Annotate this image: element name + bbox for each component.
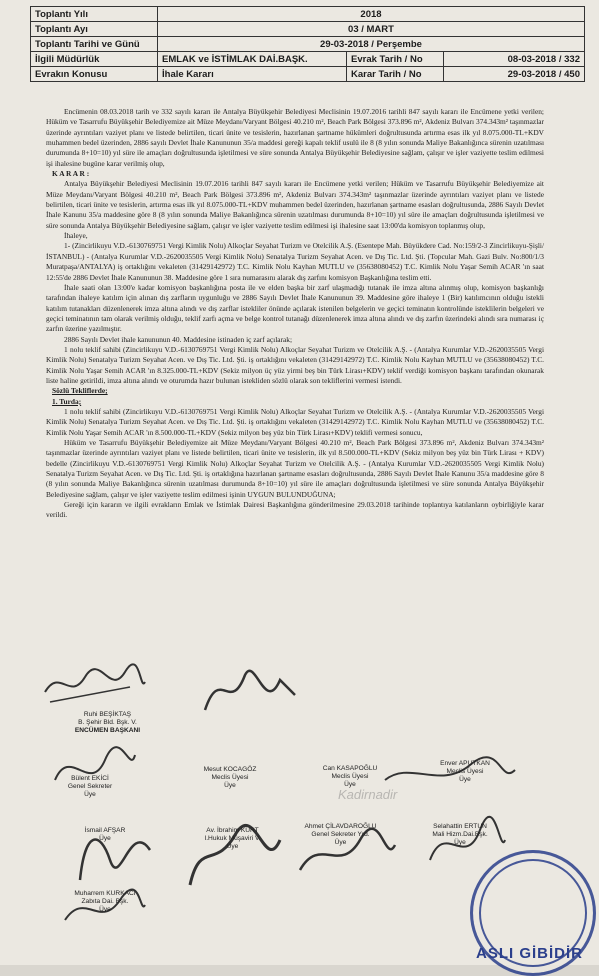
paragraph-award: Hüküm ve Tasarrufu Büyükşehir Belediyemize ait Müze Meydanı/Varyant Bölgesi 40.210 m², Beach Park Bölgesi 373.896 m², Akdeniz Bulvarı 374.343m² taşınmazlar üzerinde ayrıntıları vaziyet planı ve listede belirtilen, ticari ünite ve tesislerin, ilk yıl 8.500.000-TL+KDV (Sekiz milyon beş yüz bin Türk Lirası + KDV) bedelle (Zincirlikuyu V.D.-6130769751 Vergi Kimlik Nolu) Alkoçlar Seyahat Turizm ve Otelcilik A.Ş. - (Antalya Kurumlar V.D.-2620035505 Vergi Kimlik Nolu) Senatalya Turizm Seyahat Acen. ve Dış Tic. Ltd. Şti. iş ortaklığına hazırlanan şartname esasları doğrultusunda, 2886 Sayılı Devlet İhale Kanunu 35/a maddesine göre 8 (8 yılın sonunda Maliye Bakanlığınca sürenin uzatılması durumunda 8+10=10) yıl süre ile amaçları doğrultusunda işletilmesi ve süre sonunda Antalya Büyükşehir Belediyesine sağlam, çalışır ve işler vaziyette teslim edilmesi işinin UYGUN BULUNDUĞUNA; bbox=[46, 438, 544, 499]
signatory-name: Muharrem KURKACI bbox=[74, 890, 136, 897]
signatory-name: Ruhi BEŞİKTAŞ bbox=[83, 711, 132, 718]
header-value: 29-03-2018 / Perşembe bbox=[158, 37, 585, 52]
header-label: Evrakın Konusu bbox=[31, 67, 158, 82]
certified-copy-stamp: ASLI GİBİDİR bbox=[476, 945, 584, 962]
header-value: 08-03-2018 / 332 bbox=[444, 52, 585, 67]
signature-block bbox=[70, 827, 140, 843]
turda-heading: 1. Turda; bbox=[52, 396, 82, 406]
header-label: İlgili Müdürlük bbox=[31, 52, 158, 67]
decision-body bbox=[46, 107, 544, 521]
watermark-text: Kadirnadir bbox=[338, 787, 398, 802]
header-row-date bbox=[31, 37, 585, 52]
header-label: Toplantı Tarihi ve Günü bbox=[31, 37, 158, 52]
header-value: 03 / MART bbox=[158, 22, 585, 37]
signatory-title: Zabıta Dai. Bşk. bbox=[81, 898, 129, 905]
signatory-title: Üye bbox=[344, 781, 356, 788]
signatory-title: Meclis Üyesi bbox=[446, 768, 484, 775]
signature-block bbox=[60, 890, 150, 914]
signatory-name: Enver APUTKAN bbox=[440, 760, 490, 767]
signature-block bbox=[420, 760, 510, 784]
signatory-title: ENCÜMEN BAŞKANI bbox=[74, 727, 141, 734]
signature-block bbox=[185, 766, 275, 790]
header-table bbox=[30, 6, 585, 82]
header-label: Toplantı Ayı bbox=[31, 22, 158, 37]
signatory-title: Üye bbox=[226, 843, 239, 850]
header-value: EMLAK ve İSTİMLAK DAİ.BAŞK. bbox=[158, 52, 347, 67]
signature-block bbox=[300, 765, 400, 789]
signatory-title: I.Hukuk Müşaviri V. bbox=[204, 835, 261, 842]
header-label: Evrak Tarih / No bbox=[347, 52, 444, 67]
sozlu-heading: Sözlü Tekliflerde; bbox=[52, 386, 108, 396]
paragraph-inner-envelope: 2886 Sayılı Devlet ihale kanununun 40. Maddesine istinaden iç zarf açılarak; bbox=[64, 334, 293, 344]
signatory-name: Bülent EKİCİ bbox=[71, 775, 109, 782]
signatory-name: Mesut KOCAGÖZ bbox=[203, 766, 257, 773]
paragraph-intro: Encümenin 08.03.2018 tarih ve 332 sayılı kararı ile Antalya Büyükşehir Belediyesi Meclisinin 19.07.2016 tarihli 847 sayılı kararı ile Encümene yetki verilen; Hüküm ve Tasarrufu Büyükşehir Belediyemize ait Müze Meydanı/Varyant Bölgesi 40.210 m², Beach Park Bölgesi 373.896 m², Akdeniz Bulvarı 374.343m² taşınmazlar üzerinde ayrıntıları vaziyet planı ve listede belirtilen, ticari ünite ve tesislerin, hazırlanan şartname hükümleri doğrultusunda artırma esas ilk yıl 8.075.000-TL+KDV muhammen bedel üzerinden, 2886 sayılı Devlet İhale Kanununun 35/a maddesi gereği kapalı teklif usulü ile 8 (8 yılın sonunda Maliye Bakanlığınca sürenin uzatılması durumunda 8+10=10) yıl süre ile amaçları doğrultusunda işletilmesi ve süre sonunda Antalya Büyükşehir Belediyesine sağlam, çalışır ve işler vaziyette teslim edilmesi işi ihalesine bugüne karar verilmiş olup, bbox=[46, 107, 544, 168]
header-value: 29-03-2018 / 450 bbox=[444, 67, 585, 82]
signatory-title: Üye bbox=[334, 839, 347, 846]
signatory-title: Mali Hizm.Dai.Bşk. bbox=[432, 831, 488, 838]
signatory-name: Av. İbrahim KURT bbox=[206, 827, 259, 834]
signatory-title: Üye bbox=[224, 782, 236, 789]
signatory-title: Üye bbox=[99, 835, 111, 842]
header-row-department bbox=[31, 52, 585, 67]
signatory-title: Genel Sekreter bbox=[67, 783, 113, 790]
header-value: İhale Kararı bbox=[158, 67, 347, 82]
header-label: Toplantı Yılı bbox=[31, 7, 158, 22]
signature-block bbox=[180, 827, 285, 851]
ihaleye-label: İhaleye, bbox=[64, 231, 88, 241]
signatory-title: Meclis Üyesi bbox=[211, 774, 249, 781]
signatory-title: Üye bbox=[99, 906, 111, 913]
signatory-name: Can KASAPOĞLU bbox=[322, 765, 378, 772]
signatory-title: Genel Sekreter Yrd. bbox=[311, 831, 370, 838]
header-value: 2018 bbox=[158, 7, 585, 22]
signatory-title: Üye bbox=[454, 839, 466, 846]
signature-block bbox=[50, 775, 130, 799]
paragraph-bidder: 1- (Zincirlikuyu V.D.-6130769751 Vergi Kimlik Nolu) Alkoçlar Seyahat Turizm ve Otelcilik A.Ş. (Esentepe Mah. Büyükdere Cad. No:159/2-3 Zincirlikuyu-Şişli/İSTANBUL) - (Antalya Kurumlar V.D.-2620035505 Vergi Kimlik Nolu) Senatalya Turizm Seyahat Acen. ve Dış Tic. Ltd. Şti. (Topcular Mah. Gazi Bulv. No:800/1/3 Muratpaşa/ANTALYA) iş ortaklığını vekaleten (31429142972) T.C. Kimlik Nolu Kayhan MUTLU ve (35638080452) T.C. Kimlik Nolu Yaşar Semih ACAR 'ın saat 12:55'de 2886 Devlet İhale Kanununun 38. Maddesine göre 1 sıra numarasını alarak dış zarfını komisyon Başkanlığına teslim etti. bbox=[46, 241, 544, 282]
karar-heading: K A R A R : bbox=[52, 169, 90, 179]
header-row-year bbox=[31, 7, 585, 22]
header-row-subject bbox=[31, 67, 585, 82]
paragraph-offer: 1 nolu teklif sahibi (Zincirlikuyu V.D.-6130769751 Vergi Kimlik Nolu) Alkoçlar Seyahat Turizm ve Otelcilik A.Ş. - (Antalya Kurumlar V.D.-2620035505 Vergi Kimlik Nolu) Senatalya Turizm Seyahat Acen. ve Dış Tic. Ltd. Şti. iş ortaklığını vekaleten (31429142972) T.C. Kimlik Nolu Kayhan MUTLU ve (35638080452) T.C. Kimlik Nolu Yaşar Semih ACAR 'ın 8.325.000-TL+KDV (Sekiz milyon üç yüz yirmi beş bin Türk Lirası+KDV) teklif verdiği komisyon başkanı tarafından okunarak liste haline getirildi, imza altına alındı ve oturumda hazır bulunan istekliden sözlü olarak son tekliflerini vermesi istendi. bbox=[46, 344, 544, 385]
signatory-name: Selahattin ERTUN bbox=[433, 823, 487, 830]
signatory-title: Üye bbox=[459, 776, 471, 783]
signature-block bbox=[415, 823, 505, 847]
signature-block-chairman bbox=[55, 711, 160, 735]
signatory-name: İsmail AFŞAR bbox=[84, 827, 126, 834]
signatory-title: Üye bbox=[84, 791, 96, 798]
signatory-title: B. Şehir Bld. Bşk. V. bbox=[78, 719, 137, 726]
signature-scribble bbox=[195, 655, 305, 725]
header-row-month bbox=[31, 22, 585, 37]
paragraph-conclusion: Gereği için kararın ve ilgili evrakların Emlak ve İstimlak Dairesi Başkanlığına gönderilmesine 29.03.2018 tarihinde toplantıya katılanların oybirliğiyle karar verildi. bbox=[46, 500, 544, 520]
signatory-name: Ahmet ÇİLAVDAROĞLU bbox=[304, 823, 377, 830]
paragraph-karar: Antalya Büyükşehir Belediyesi Meclisinin 19.07.2016 tarihli 847 sayılı kararı ile Encümene yetki verilen; Hüküm ve Tasarrufu Büyükşehir Belediyemize ait Müze Meydanı/Varyant Bölgesi 40.210 m², Beach Park Bölgesi 373.896 m², Akdeniz Bulvarı 374.343m² taşınmazlar üzerinde ayrıntıları vaziyet planı ve listede belirtilen, ticari ünite ve tesislerin, artırma esas ilk yıl 8.075.000-TL+KDV muhammen bedel üzerinden, hazırlanan şartname esasları doğrultusunda, 2886 Sayılı Devlet İhale Kanunu 35/a maddesine göre 8 (8 yılın sonunda Maliye Bakanlığınca sürenin uzatılması durumunda 8+10=10) yıl süre ile amaçları doğrultusunda işletilmesi ve süre sonunda Antalya Büyükşehir Belediyesine sağlam, çalışır ve işler vaziyette teslim edilmesi işi ihalesine saat 13:00'da komisyon toplanmış olup, bbox=[46, 179, 544, 230]
paragraph-round-one: 1 nolu teklif sahibi (Zincirlikuyu V.D.-6130769751 Vergi Kimlik Nolu) Alkoçlar Seyahat Turizm ve Otelcilik A.Ş. - (Antalya Kurumlar V.D.-2620035505 Vergi Kimlik Nolu) Senatalya Turizm Seyahat Acen. ve Dış Tic. Ltd. Şti. iş ortaklığını vekaleten (31429142972) T.C. Kimlik Nolu Kayhan MUTLU ve (35638080452) T.C. Kimlik Nolu Yaşar Semih ACAR 'ın 8.500.000-TL+KDV (Sekiz milyon beş yüz bin Türk Lirası+KDV) teklifi vermesi sonucu, bbox=[46, 406, 544, 437]
signatory-title: Meclis Üyesi bbox=[331, 773, 369, 780]
paragraph-procedure: İhale saati olan 13:00'e kadar komisyon başkanlığına posta ile ve elden başka bir zarf ulaşmadığı tutanak ile imza altına alınmış olup, komisyon başkanlığı tarafından ihaleye katılım için alınan dış zarfların uygunluğu ve 2886 Sayılı Devlet İhale Kanununun 39. Maddesine göre ihaleye 1 (Bir) katılımcının olduğu istekli katılım tutanakları düzenlenerek imza altına alındı ve dış zarflar istekliler önünde açılarak istenilen belgelerin ve geçici teminatın kontrolünde isteklilerin belgeleri ve geçici teminatının tam olarak verilmiş olduğu, teklif zarfı açma ve belge kontrol tutanağı düzenlenerek imza altına alındı ve dış zarfın üzerindeki alındı sıra numarası iç zarfın üzerine yazılmıştır. bbox=[46, 282, 544, 334]
header-label: Karar Tarih / No bbox=[347, 67, 444, 82]
signature-scribble bbox=[40, 662, 150, 712]
signature-block bbox=[288, 823, 393, 847]
